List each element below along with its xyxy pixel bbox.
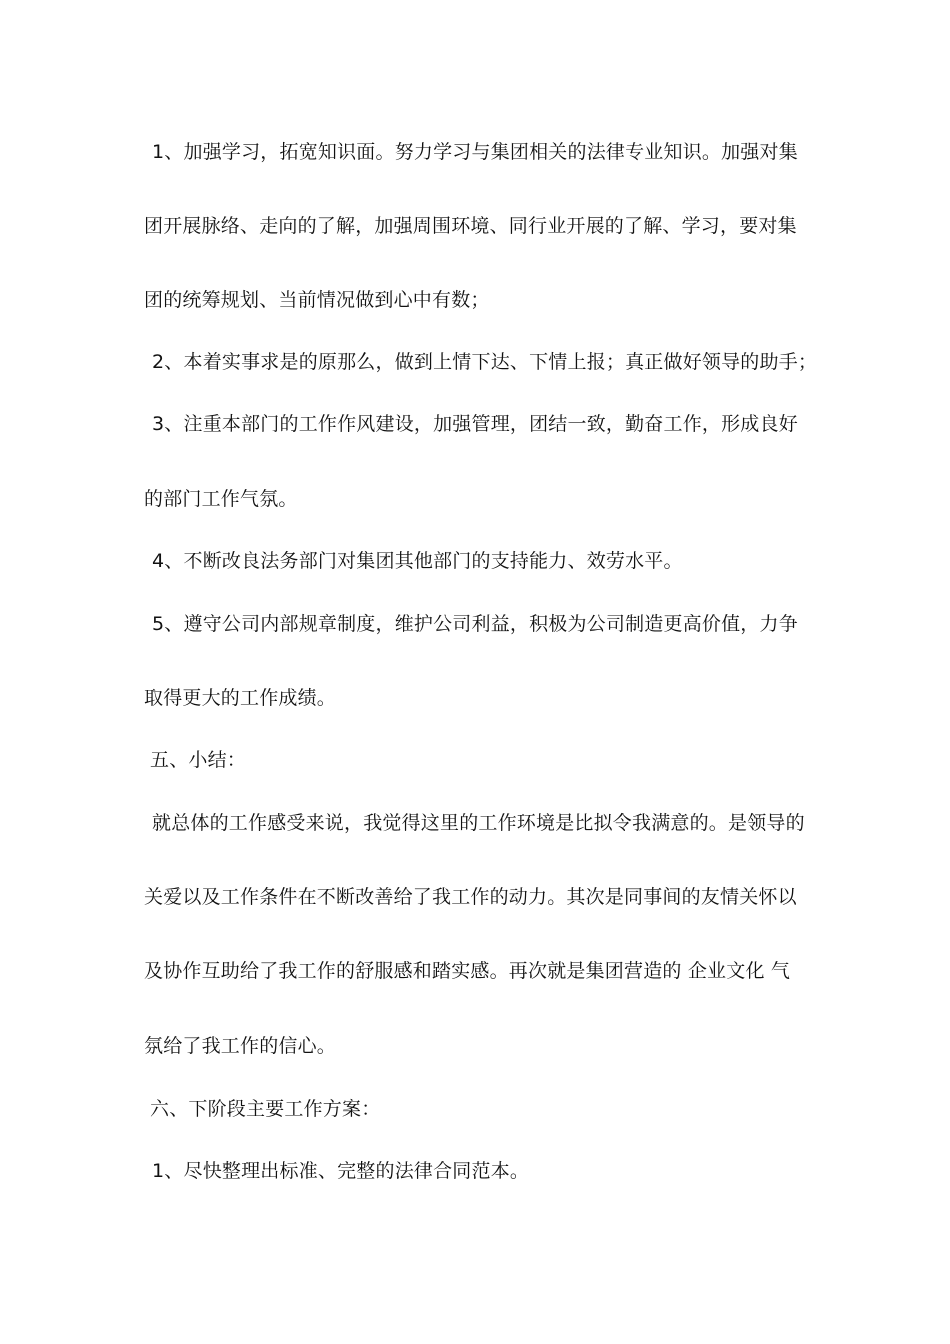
list-item-1-line-3: 团的统筹规划、当前情况做到心中有数； bbox=[144, 289, 490, 311]
list-item-5-line-1: 5、遵守公司内部规章制度，维护公司利益，积极为公司制造更高价值，力争 bbox=[152, 613, 798, 635]
list-item-2: 2、本着实事求是的原那么，做到上情下达、下情上报；真正做好领导的助手； bbox=[152, 351, 818, 373]
list-item-1-line-2: 团开展脉络、走向的了解，加强周围环境、同行业开展的了解、学习，要对集 bbox=[144, 215, 797, 237]
list-item-5-line-2: 取得更大的工作成绩。 bbox=[144, 687, 337, 709]
plan-item-1: 1、尽快整理出标准、完整的法律合同范本。 bbox=[152, 1160, 530, 1182]
summary-paragraph-line-4: 氛给了我工作的信心。 bbox=[144, 1035, 337, 1057]
summary-paragraph-line-2: 关爱以及工作条件在不断改善给了我工作的动力。其次是同事间的友情关怀以 bbox=[144, 886, 797, 908]
list-item-3-line-2: 的部门工作气氛。 bbox=[144, 488, 298, 510]
list-item-3-line-1: 3、注重本部门的工作作风建设，加强管理，团结一致，勤奋工作，形成良好 bbox=[152, 413, 798, 435]
section-heading-next-plan: 六、下阶段主要工作方案： bbox=[150, 1098, 381, 1120]
summary-paragraph-line-3: 及协作互助给了我工作的舒服感和踏实感。再次就是集团营造的 企业文化 气 bbox=[144, 960, 791, 982]
summary-paragraph-line-1: 就总体的工作感受来说，我觉得这里的工作环境是比拟令我满意的。是领导的 bbox=[152, 812, 805, 834]
list-item-1-line-1: 1、加强学习，拓宽知识面。努力学习与集团相关的法律专业知识。加强对集 bbox=[152, 141, 798, 163]
list-item-4: 4、不断改良法务部门对集团其他部门的支持能力、效劳水平。 bbox=[152, 550, 683, 572]
section-heading-summary: 五、小结： bbox=[150, 749, 247, 771]
